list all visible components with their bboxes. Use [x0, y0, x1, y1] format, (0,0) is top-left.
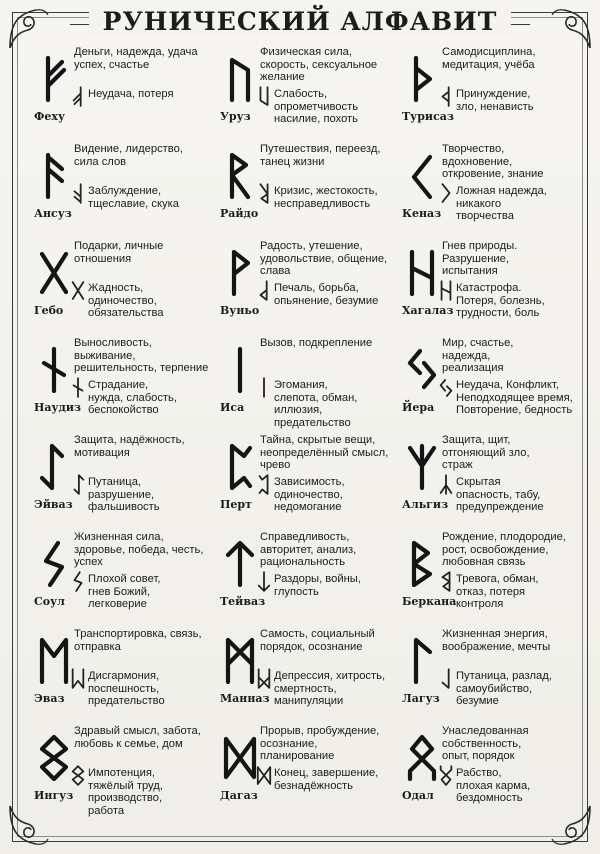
- meaning-line: Депрессия, хитрость,: [274, 670, 386, 682]
- upright-meaning: [260, 46, 400, 84]
- rune-name: Уруз: [220, 110, 251, 123]
- reversed-laguz-rune-icon: [438, 668, 454, 690]
- meaning-line: смертность,: [274, 682, 337, 695]
- meaning-line: Заблуждение,: [88, 185, 162, 197]
- reversed-meaning: [456, 767, 566, 805]
- meaning-line: Эгомания,: [274, 379, 328, 391]
- meaning-line: Радость, утешение,: [260, 240, 363, 252]
- reversed-jera-rune-icon: [438, 377, 454, 399]
- meaning-line: манипуляции: [274, 695, 344, 708]
- rune-entry: [34, 529, 220, 626]
- upright-meaning: [260, 143, 400, 168]
- meaning-line: рациональность: [260, 556, 346, 569]
- upright-meaning: [260, 725, 400, 763]
- rune-name: Кеназ: [402, 207, 442, 220]
- rune-name: Ингуз: [34, 789, 74, 802]
- meaning-line: откровение, знание: [442, 168, 544, 181]
- reversed-gebo-rune-icon: [70, 280, 86, 302]
- meaning-line: несправедливость: [274, 197, 371, 210]
- meaning-line: Гнев природы.: [442, 240, 518, 252]
- rune-name: Перт: [220, 498, 252, 511]
- reversed-meaning: [456, 670, 566, 708]
- meaning-line: опасность, табу,: [456, 488, 541, 501]
- meaning-line: плохая карма,: [456, 779, 531, 792]
- meaning-line: желание: [260, 71, 305, 84]
- rune-name: Иса: [220, 401, 245, 414]
- reversed-wunjo-rune-icon: [256, 280, 272, 302]
- meaning-line: Выносливость,: [74, 337, 152, 349]
- reversed-meaning: [88, 670, 220, 708]
- rune-entry: [220, 335, 402, 432]
- rune-name: Дагаз: [220, 789, 258, 802]
- meaning-line: производство,: [88, 792, 163, 805]
- meaning-line: Видение, лидерство,: [74, 143, 183, 155]
- meaning-line: Скрытая: [456, 476, 501, 488]
- gebo-rune-icon: [36, 248, 72, 296]
- reversed-meaning: [456, 573, 566, 611]
- meaning-line: надежда,: [442, 349, 491, 362]
- rune-entry: [402, 238, 566, 335]
- meaning-line: страж: [442, 459, 473, 472]
- dagaz-rune-icon: [222, 733, 258, 781]
- meaning-line: Повторение, бедность: [456, 404, 573, 417]
- rune-entry: [402, 529, 566, 626]
- meaning-line: Ложная надежда,: [456, 185, 547, 197]
- meaning-line: собственность,: [442, 737, 522, 750]
- rune-entry: [34, 238, 220, 335]
- reversed-dagaz-rune-icon: [256, 765, 272, 787]
- meaning-line: обязательства: [88, 307, 164, 320]
- reversed-mannaz-rune-icon: [256, 668, 272, 690]
- reversed-meaning: [274, 767, 402, 792]
- meaning-line: танец жизни: [260, 155, 325, 168]
- nauthiz-rune-icon: [36, 345, 72, 393]
- meaning-line: одиночество,: [274, 488, 343, 501]
- meaning-line: Слабость,: [274, 88, 328, 100]
- rune-name: Альгиз: [402, 498, 449, 511]
- sowilo-rune-icon: [36, 539, 72, 587]
- upright-meaning: [442, 240, 564, 278]
- meaning-line: чрево: [260, 459, 291, 472]
- tiwaz-rune-icon: [222, 539, 258, 587]
- rune-entry: [220, 723, 402, 820]
- upright-meaning: [442, 628, 564, 653]
- meaning-line: медитация, учёба: [442, 58, 535, 71]
- reversed-meaning: [456, 476, 566, 514]
- meaning-line: успех: [74, 556, 103, 569]
- meaning-line: Путешествия, переезд,: [260, 143, 381, 155]
- perthro-rune-icon: [222, 442, 258, 490]
- reversed-meaning: [274, 476, 402, 514]
- rune-entry: [220, 626, 402, 723]
- rune-entry: [220, 44, 402, 141]
- rune-name: Эйваз: [34, 498, 73, 511]
- meaning-line: разрушение,: [88, 488, 155, 501]
- meaning-line: Импотенция,: [88, 767, 155, 779]
- meaning-line: любовная связь: [442, 556, 526, 569]
- rune-entry: [402, 141, 566, 238]
- meaning-line: сила слов: [74, 155, 127, 168]
- upright-meaning: [442, 434, 564, 472]
- meaning-line: иллюзия,: [274, 404, 323, 417]
- meaning-line: Потеря, болезнь,: [456, 294, 545, 307]
- berkana-rune-icon: [404, 539, 440, 587]
- upright-meaning: [74, 240, 218, 265]
- rune-entry: [34, 432, 220, 529]
- meaning-line: Физическая сила,: [260, 46, 353, 58]
- reversed-meaning: [88, 282, 220, 320]
- meaning-line: работа: [88, 804, 125, 817]
- meaning-line: Защита, надёжность,: [74, 434, 185, 446]
- reversed-meaning: [456, 88, 566, 113]
- reversed-meaning: [88, 379, 220, 417]
- rune-name: Лагуз: [402, 692, 440, 705]
- upright-meaning: [260, 628, 400, 653]
- meaning-line: Путаница,: [88, 476, 142, 488]
- rune-name: Вуньо: [220, 304, 260, 317]
- meaning-line: Транспортировка, связь,: [74, 628, 202, 640]
- meaning-line: легковерие: [88, 598, 147, 611]
- reversed-meaning: [88, 573, 220, 611]
- meaning-line: Дисгармония,: [88, 670, 160, 682]
- reversed-meaning: [88, 767, 220, 817]
- reversed-meaning: [456, 282, 566, 320]
- reversed-ansuz-rune-icon: [70, 183, 86, 205]
- meaning-line: Жадность,: [88, 282, 144, 294]
- reversed-meaning: [274, 379, 402, 429]
- upright-meaning: [260, 240, 400, 278]
- meaning-line: мотивация: [74, 446, 130, 459]
- meaning-line: контроля: [456, 598, 504, 611]
- meaning-line: тщеславие, скука: [88, 197, 179, 210]
- meaning-line: предательство: [88, 695, 165, 708]
- meaning-line: отправка: [74, 640, 121, 653]
- meaning-line: вдохновение,: [442, 155, 513, 168]
- eihwaz-rune-icon: [36, 442, 72, 490]
- meaning-line: планирование: [260, 750, 335, 763]
- meaning-line: Защита, щит,: [442, 434, 511, 446]
- rune-name: Наудиз: [34, 401, 82, 414]
- meaning-line: испытания: [442, 265, 498, 278]
- reversed-meaning: [274, 185, 402, 210]
- meaning-line: опрометчивость: [274, 100, 359, 113]
- reversed-hagalaz-rune-icon: [438, 280, 454, 302]
- rune-entry: [220, 432, 402, 529]
- meaning-line: Здравый смысл, забота,: [74, 725, 201, 737]
- ehwaz-rune-icon: [36, 636, 72, 684]
- hagalaz-rune-icon: [404, 248, 440, 296]
- meaning-line: слава: [260, 265, 291, 278]
- upright-meaning: [74, 46, 218, 71]
- rune-entry: [220, 238, 402, 335]
- reversed-meaning: [88, 88, 220, 101]
- rune-entry: [402, 432, 566, 529]
- upright-meaning: [260, 337, 400, 350]
- rune-name: Манназ: [220, 692, 270, 705]
- meaning-line: порядок, осознание: [260, 640, 363, 653]
- meaning-line: безнадёжность: [274, 779, 353, 792]
- rune-entry: [220, 529, 402, 626]
- upright-meaning: [442, 46, 564, 71]
- rune-name: Райдо: [220, 207, 259, 220]
- rune-entry: [34, 723, 220, 820]
- upright-meaning: [74, 628, 218, 653]
- meaning-line: Прорыв, пробуждение,: [260, 725, 380, 737]
- upright-meaning: [74, 725, 218, 750]
- upright-meaning: [74, 531, 218, 569]
- reversed-raido-rune-icon: [256, 183, 272, 205]
- reversed-meaning: [456, 185, 566, 223]
- meaning-line: авторитет, анализ,: [260, 543, 357, 556]
- othala-rune-icon: [404, 733, 440, 781]
- reversed-meaning: [88, 185, 220, 210]
- reversed-meaning: [274, 282, 402, 307]
- meaning-line: Печаль, борьба,: [274, 282, 359, 294]
- meaning-line: Творчество,: [442, 143, 505, 155]
- meaning-line: здоровье, победа, честь,: [74, 543, 204, 556]
- rune-name: Беркана: [402, 595, 457, 608]
- mannaz-rune-icon: [222, 636, 258, 684]
- rune-name: Тейваз: [220, 595, 266, 608]
- ansuz-rune-icon: [36, 151, 72, 199]
- meaning-line: Неудача, Конфликт,: [456, 379, 559, 391]
- upright-meaning: [442, 337, 564, 375]
- meaning-line: Неподходящее время,: [456, 391, 573, 404]
- meaning-line: Мир, счастье,: [442, 337, 514, 349]
- kenaz-rune-icon: [404, 151, 440, 199]
- laguz-rune-icon: [404, 636, 440, 684]
- meaning-line: зло, ненависть: [456, 100, 534, 113]
- meaning-line: отгоняющий зло,: [442, 446, 530, 459]
- meaning-line: слепота, обман,: [274, 391, 358, 404]
- isa-rune-icon: [222, 345, 258, 393]
- meaning-line: Конец, завершение,: [274, 767, 379, 779]
- meaning-line: опьянение, безумие: [274, 294, 379, 307]
- reversed-eihwaz-rune-icon: [70, 474, 86, 496]
- meaning-line: Тайна, скрытые вещи,: [260, 434, 376, 446]
- meaning-line: трудности, боль: [456, 307, 540, 320]
- reversed-isa-rune-icon: [256, 377, 272, 399]
- meaning-line: глупость: [274, 585, 319, 598]
- upright-meaning: [260, 434, 400, 472]
- rune-name: Ансуз: [34, 207, 72, 220]
- reversed-uruz-rune-icon: [256, 86, 272, 108]
- meaning-line: одиночество,: [88, 294, 157, 307]
- rune-entry: [34, 141, 220, 238]
- meaning-line: бездомность: [456, 792, 523, 805]
- meaning-line: насилие, похоть: [274, 113, 359, 126]
- reversed-meaning: [274, 573, 402, 598]
- meaning-line: Катастрофа.: [456, 282, 522, 294]
- meaning-line: недомогание: [274, 501, 342, 514]
- upright-meaning: [442, 143, 564, 181]
- upright-meaning: [442, 725, 564, 763]
- rune-name: Эваз: [34, 692, 65, 705]
- rune-entry: [34, 626, 220, 723]
- page-title: РУНИЧЕСКИЙ АЛФАВИТ: [89, 7, 512, 36]
- reversed-meaning: [274, 670, 402, 708]
- meaning-line: Справедливость,: [260, 531, 350, 543]
- reversed-meaning: [88, 476, 220, 514]
- rune-entry: [34, 335, 220, 432]
- meaning-line: Страдание,: [88, 379, 149, 391]
- upright-meaning: [74, 337, 218, 375]
- rune-name: Хагалаз: [402, 304, 454, 317]
- reversed-meaning: [456, 379, 573, 417]
- meaning-line: Жизненная сила,: [74, 531, 164, 543]
- reversed-othala-rune-icon: [438, 765, 454, 787]
- meaning-line: предупреждение: [456, 501, 544, 514]
- meaning-line: Путаница, разлад,: [456, 670, 552, 682]
- meaning-line: любовь к семье, дом: [74, 737, 183, 750]
- meaning-line: фальшивость: [88, 501, 160, 514]
- meaning-line: самоубийство,: [456, 682, 533, 695]
- reversed-tiwaz-rune-icon: [256, 571, 272, 593]
- meaning-line: Разрушение,: [442, 252, 509, 265]
- rune-name: Соул: [34, 595, 65, 608]
- upright-meaning: [442, 531, 564, 569]
- meaning-line: Тревога, обман,: [456, 573, 539, 585]
- wunjo-rune-icon: [222, 248, 258, 296]
- meaning-line: Зависимость,: [274, 476, 345, 488]
- rune-entry: [402, 723, 566, 820]
- rune-name: Турисаз: [402, 110, 454, 123]
- jera-rune-icon: [404, 345, 440, 393]
- reversed-meaning: [274, 88, 402, 126]
- meaning-line: воображение, мечты: [442, 640, 551, 653]
- reversed-ehwaz-rune-icon: [70, 668, 86, 690]
- rune-name: Гебо: [34, 304, 64, 317]
- upright-meaning: [74, 143, 218, 168]
- rune-entry: [402, 335, 573, 432]
- meaning-line: Жизненная энергия,: [442, 628, 548, 640]
- meaning-line: Неудача, потеря: [88, 88, 174, 100]
- meaning-line: неопределённый смысл,: [260, 446, 389, 459]
- meaning-line: Самодисциплина,: [442, 46, 536, 58]
- meaning-line: Раздоры, войны,: [274, 573, 361, 585]
- meaning-line: предательство: [274, 416, 351, 429]
- meaning-line: творчества: [456, 210, 514, 223]
- meaning-line: гнев Божий,: [88, 585, 151, 598]
- meaning-line: Плохой совет,: [88, 573, 161, 585]
- inguz-rune-icon: [36, 733, 72, 781]
- reversed-kenaz-rune-icon: [438, 183, 454, 205]
- meaning-line: отказ, потеря: [456, 585, 526, 598]
- reversed-inguz-rune-icon: [70, 765, 86, 787]
- raido-rune-icon: [222, 151, 258, 199]
- reversed-nauthiz-rune-icon: [70, 377, 86, 399]
- meaning-line: Самость, социальный: [260, 628, 375, 640]
- meaning-line: Рождение, плодородие,: [442, 531, 566, 543]
- meaning-line: Унаследованная: [442, 725, 529, 737]
- upright-meaning: [74, 434, 218, 459]
- reversed-thurisaz-rune-icon: [438, 86, 454, 108]
- meaning-line: Вызов, подкрепление: [260, 337, 373, 349]
- rune-entry: [220, 141, 402, 238]
- upright-meaning: [260, 531, 400, 569]
- reversed-algiz-rune-icon: [438, 474, 454, 496]
- meaning-line: выживание,: [74, 349, 136, 362]
- meaning-line: отношения: [74, 252, 132, 265]
- reversed-perthro-rune-icon: [256, 474, 272, 496]
- meaning-line: реализация: [442, 362, 504, 375]
- meaning-line: Кризис, жестокость,: [274, 185, 378, 197]
- meaning-line: беспокойство: [88, 404, 159, 417]
- rune-grid: [34, 44, 573, 820]
- rune-entry: [34, 44, 220, 141]
- meaning-line: успех, счастье: [74, 58, 150, 71]
- thurisaz-rune-icon: [404, 54, 440, 102]
- algiz-rune-icon: [404, 442, 440, 490]
- uruz-rune-icon: [222, 54, 258, 102]
- reversed-sowilo-rune-icon: [70, 571, 86, 593]
- title-bar: [0, 4, 600, 38]
- fehu-rune-icon: [36, 54, 72, 102]
- meaning-line: безумие: [456, 695, 499, 708]
- meaning-line: никакого: [456, 197, 502, 210]
- meaning-line: нужда, слабость,: [88, 391, 177, 404]
- reversed-fehu-rune-icon: [70, 86, 86, 108]
- meaning-line: тяжёлый труд,: [88, 779, 163, 792]
- meaning-line: Рабство,: [456, 767, 502, 779]
- meaning-line: Деньги, надежда, удача: [74, 46, 198, 58]
- reversed-berkana-rune-icon: [438, 571, 454, 593]
- meaning-line: скорость, сексуальное: [260, 58, 378, 71]
- meaning-line: решительность, терпение: [74, 362, 209, 375]
- rune-entry: [402, 44, 566, 141]
- rune-name: Йера: [402, 401, 435, 414]
- meaning-line: осознание,: [260, 737, 318, 750]
- rune-entry: [402, 626, 566, 723]
- meaning-line: Подарки, личные: [74, 240, 164, 252]
- rune-name: Феху: [34, 110, 66, 123]
- rune-name: Одал: [402, 789, 434, 802]
- meaning-line: опыт, порядок: [442, 750, 515, 763]
- meaning-line: поспешность,: [88, 682, 160, 695]
- meaning-line: Принуждение,: [456, 88, 531, 100]
- meaning-line: удовольствие, общение,: [260, 252, 388, 265]
- meaning-line: рост, освобождение,: [442, 543, 549, 556]
